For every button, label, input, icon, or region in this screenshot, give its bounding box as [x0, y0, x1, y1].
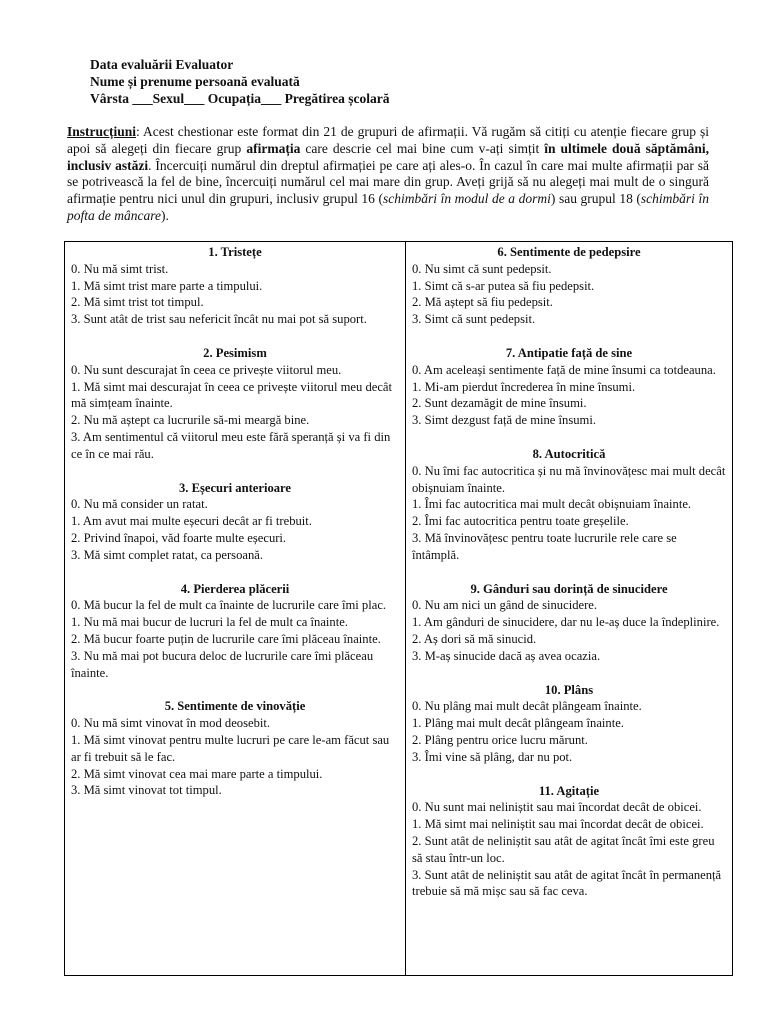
person-name-line: Nume și prenume persoană evaluată [90, 74, 300, 89]
instructions-italic-2: schimbări în pofta de mâncare [67, 191, 709, 223]
statement-option[interactable]: 1. Mă simt mai descurajat în ceea ce privește viitorul meu decât mă simțeam înainte. [71, 379, 393, 411]
statement-option[interactable]: 2. Mă simt vinovat cea mai mare parte a timpului. [71, 766, 323, 781]
group-guilt [71, 698, 399, 799]
evaluation-date-line: Data evaluării Evaluator [90, 57, 234, 72]
statement-option[interactable]: 1. Simt că s-ar putea să fiu pedepsit. [412, 278, 595, 293]
group-title: 4. Pierderea plăcerii [180, 581, 290, 596]
statement-option[interactable]: 3. Mă simt vinovat tot timpul. [71, 783, 222, 798]
instructions-text-3: . Încercuiți numărul din dreptul afirmației pe care ați ales-o. În cazul în care mai multe afirmații par să se potrivească la fel de bine, încercuiți numărul cel mai mare din grup. Aveți grijă să nu alegeți mai mult de o singură afirmație pentru nici unul din grupuri, inclusiv grupul 16 ( [67, 157, 709, 207]
group-punishment [412, 244, 726, 328]
group-self-dislike [412, 345, 726, 429]
statement-option[interactable]: 1. Mă simt vinovat pentru multe lucruri pe care le-am făcut sau ar fi trebuit să le fac. [71, 732, 390, 764]
group-title: 10. Plâns [544, 682, 594, 697]
statement-option[interactable]: 0. Nu îmi fac autocritica și nu mă învinovățesc mai mult decât obișnuiam înainte. [412, 463, 726, 495]
instructions-label: Instrucțiuni [67, 124, 137, 139]
statement-option[interactable]: 0. Nu sunt mai neliniștit sau mai încordat decât de obicei. [412, 800, 702, 815]
statement-option[interactable]: 0. Nu plâng mai mult decât plângeam înainte. [412, 699, 642, 714]
instructions-italic-1: schimbări în modul de a dormi [383, 191, 551, 207]
questionnaire-table [64, 241, 733, 976]
group-loss-of-pleasure [71, 581, 399, 682]
right-column [406, 242, 732, 975]
instructions-bold-2: în ultimele două săptămâni, inclusiv astăzi [67, 140, 709, 173]
group-title: 7. Antipatie față de sine [505, 345, 633, 360]
instructions-text-1: : Acest chestionar este format din 21 de grupuri de afirmații. Vă rugăm să citiți cu atenție fiecare grup și apoi să alegeți din fiecare grup [67, 124, 709, 156]
statement-option[interactable]: 3. Sunt atât de trist sau nefericit încât nu mai pot să suport. [71, 312, 367, 327]
instructions-text-4: ) sau grupul 18 ( [550, 191, 641, 207]
statement-option[interactable]: 3. Mă învinovățesc pentru toate lucrurile rele care se întâmplă. [412, 530, 677, 562]
group-crying [412, 682, 726, 766]
statement-option[interactable]: 0. Nu mă consider un ratat. [71, 497, 208, 512]
group-title: 11. Agitație [538, 783, 600, 798]
statement-option[interactable]: 1. Nu mă mai bucur de lucruri la fel de mult ca înainte. [71, 615, 348, 630]
statement-option[interactable]: 2. Mă bucur foarte puțin de lucrurile care îmi plăceau înainte. [71, 631, 381, 646]
statement-option[interactable]: 2. Mă aștept să fiu pedepsit. [412, 295, 553, 310]
instructions-text-2: care descrie cel mai bine cum v-ați simțit [300, 140, 545, 156]
statement-option[interactable]: 3. Sunt atât de neliniștit sau atât de agitat încât în permanență trebuie să mă mișc sau să fac ceva. [412, 867, 722, 899]
statement-option[interactable]: 1. Îmi fac autocritica mai mult decât obișnuiam înainte. [412, 497, 692, 512]
group-sadness [71, 244, 399, 328]
statement-option[interactable]: 2. Îmi fac autocritica pentru toate greșelile. [412, 514, 629, 529]
statement-option[interactable]: 1. Mi-am pierdut încrederea în mine însumi. [412, 379, 636, 394]
statement-option[interactable]: 3. Simt că sunt pedepsit. [412, 312, 536, 327]
instructions-bold-1: afirmația [246, 140, 301, 156]
group-pessimism [71, 345, 399, 463]
statement-option[interactable]: 0. Nu mă simt vinovat în mod deosebit. [71, 716, 271, 731]
statement-option[interactable]: 0. Nu simt că sunt pedepsit. [412, 261, 552, 276]
statement-option[interactable]: 0. Mă bucur la fel de mult ca înainte de lucrurile care îmi plac. [71, 598, 387, 613]
group-past-failures [71, 480, 399, 564]
group-title: 8. Autocritică [532, 446, 606, 461]
group-self-criticism [412, 446, 726, 564]
statement-option[interactable]: 1. Am gânduri de sinucidere, dar nu le-aș duce la îndeplinire. [412, 615, 720, 630]
statement-option[interactable]: 1. Am avut mai multe eșecuri decât ar fi trebuit. [71, 514, 312, 529]
group-agitation [412, 783, 726, 901]
statement-option[interactable]: 1. Mă simt mai neliniștit sau mai încordat decât de obicei. [412, 817, 704, 832]
statement-option[interactable]: 0. Nu mă simt trist. [71, 261, 169, 276]
statement-option[interactable]: 0. Nu am nici un gând de sinucidere. [412, 598, 598, 613]
statement-option[interactable]: 3. Mă simt complet ratat, ca persoană. [71, 547, 263, 562]
statement-option[interactable]: 1. Plâng mai mult decât plângeam înainte. [412, 716, 624, 731]
statement-option[interactable]: 2. Aș dori să mă sinucid. [412, 631, 537, 646]
left-column [65, 242, 406, 975]
statement-option[interactable]: 3. Îmi vine să plâng, dar nu pot. [412, 749, 573, 764]
group-title: 6. Sentimente de pedepsire [497, 245, 641, 259]
statement-option[interactable]: 2. Nu mă aștept ca lucrurile să-mi meargă bine. [71, 413, 310, 428]
statement-option[interactable]: 0. Am aceleași sentimente față de mine însumi ca totdeauna. [412, 362, 716, 377]
instructions-text-5: ). [160, 207, 169, 223]
statement-option[interactable]: 2. Mă simt trist tot timpul. [71, 295, 204, 310]
statement-option[interactable]: 2. Plâng pentru orice lucru mărunt. [412, 732, 588, 747]
group-title: 2. Pesimism [203, 345, 267, 360]
group-title: 5. Sentimente de vinovăție [164, 699, 306, 714]
group-suicidal-thoughts [412, 581, 726, 665]
statement-option[interactable]: 3. Nu mă mai pot bucura deloc de lucrurile care îmi plăceau înainte. [71, 648, 374, 680]
statement-option[interactable]: 2. Sunt dezamăgit de mine însumi. [412, 396, 587, 411]
statement-option[interactable]: 2. Sunt atât de neliniștit sau atât de agitat încât îmi este greu să stau într-un loc. [412, 833, 715, 865]
statement-option[interactable]: 3. Am sentimentul că viitorul meu este fără speranță și va fi din ce în ce mai rău. [71, 429, 391, 461]
instructions-paragraph [67, 124, 709, 225]
statement-option[interactable]: 3. Simt dezgust față de mine însumi. [412, 413, 596, 428]
group-title: 9. Gânduri sau dorință de sinucidere [470, 581, 668, 596]
statement-option[interactable]: 0. Nu sunt descurajat în ceea ce privește viitorul meu. [71, 362, 342, 377]
demographics-line: Vârsta ___Sexul___ Ocupația___ Pregătirea școlară [90, 91, 390, 106]
form-header [90, 56, 710, 107]
group-title: 1. Tristețe [208, 245, 262, 259]
statement-option[interactable]: 2. Privind înapoi, văd foarte multe eșecuri. [71, 530, 287, 545]
group-title: 3. Eșecuri anterioare [178, 480, 292, 495]
statement-option[interactable]: 3. M-aș sinucide dacă aș avea ocazia. [412, 648, 601, 663]
statement-option[interactable]: 1. Mă simt trist mare parte a timpului. [71, 278, 263, 293]
